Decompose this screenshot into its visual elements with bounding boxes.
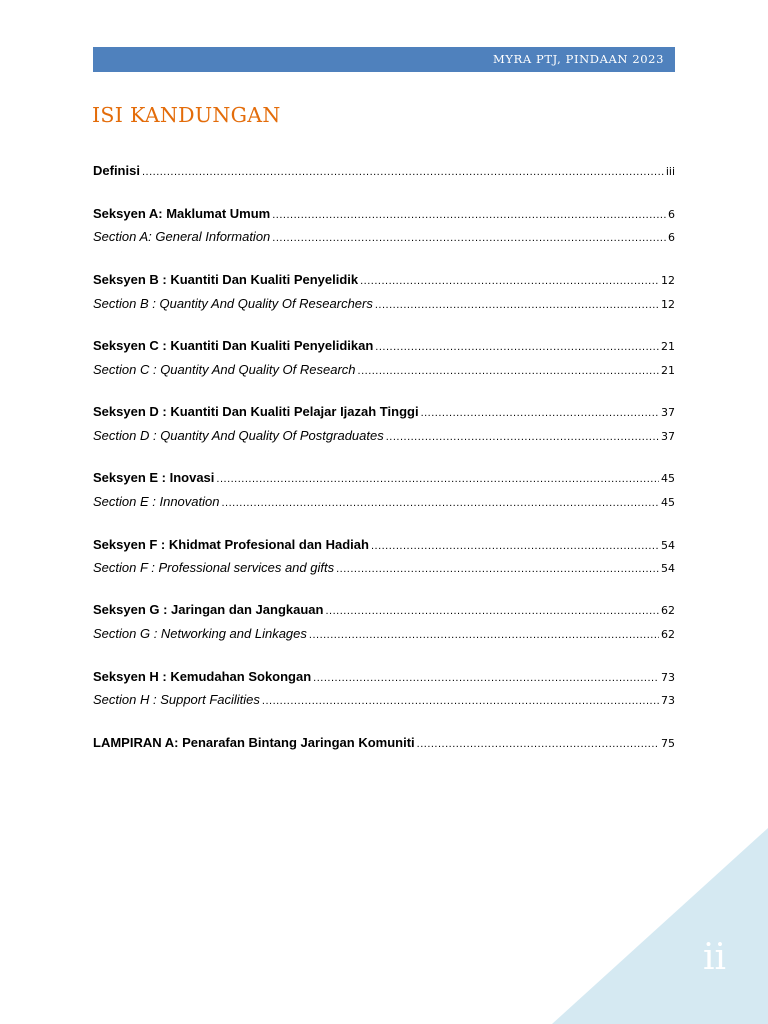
toc-entry-seksyen-e[interactable] bbox=[93, 470, 675, 488]
page-number: ii bbox=[702, 937, 726, 978]
toc-page-number: 6 bbox=[668, 208, 675, 221]
toc-entry-seksyen-f[interactable] bbox=[93, 537, 675, 555]
running-header-text: MYRA PTJ, PINDAAN 2023 bbox=[493, 51, 664, 66]
toc-entry-section-h[interactable] bbox=[93, 692, 675, 710]
toc-page-number: 75 bbox=[661, 737, 675, 750]
toc-entry-section-c[interactable] bbox=[93, 362, 675, 380]
toc-entry-label: Section A: General Information bbox=[93, 229, 271, 244]
toc-dot-leader bbox=[313, 672, 659, 684]
toc-page-number: 12 bbox=[661, 298, 675, 311]
toc-page-number: 54 bbox=[661, 539, 675, 552]
toc-entry-seksyen-g[interactable] bbox=[93, 602, 675, 620]
page-title: ISI KANDUNGAN bbox=[92, 103, 281, 127]
toc-dot-leader bbox=[358, 365, 659, 377]
toc-entry-section-e[interactable] bbox=[93, 494, 675, 512]
toc-entry-label: Seksyen D : Kuantiti Dan Kualiti Pelajar Ijazah Tinggi bbox=[93, 404, 419, 419]
toc-entry-section-g[interactable] bbox=[93, 626, 675, 644]
toc-entry-definisi[interactable] bbox=[93, 163, 675, 181]
toc-dot-leader bbox=[309, 629, 659, 641]
toc-entry-seksyen-h[interactable] bbox=[93, 669, 675, 687]
toc-entry-label: Section G : Networking and Linkages bbox=[93, 626, 307, 641]
toc-page-number: 54 bbox=[661, 562, 675, 575]
toc-page-number: 45 bbox=[661, 496, 675, 509]
toc-entry-label: Section H : Support Facilities bbox=[93, 692, 260, 707]
toc-entry-label: Seksyen A: Maklumat Umum bbox=[93, 206, 271, 221]
toc-dot-leader bbox=[272, 209, 666, 221]
toc-entry-lampiran-a[interactable] bbox=[93, 735, 675, 753]
toc-dot-leader bbox=[336, 563, 659, 575]
toc-entry-label: Seksyen B : Kuantiti Dan Kualiti Penyelidik bbox=[93, 272, 359, 287]
toc-dot-leader bbox=[375, 299, 659, 311]
toc-entry-label: Seksyen C : Kuantiti Dan Kualiti Penyelidikan bbox=[93, 338, 374, 353]
toc-page-number: 21 bbox=[661, 364, 675, 377]
toc-entry-seksyen-b[interactable] bbox=[93, 272, 675, 290]
toc-page-number: 6 bbox=[668, 231, 675, 244]
toc-entry-label: Definisi bbox=[93, 163, 140, 178]
toc-entry-seksyen-d[interactable] bbox=[93, 404, 675, 422]
toc-entry-label: Seksyen G : Jaringan dan Jangkauan bbox=[93, 602, 324, 617]
toc-entry-label: Section B : Quantity And Quality Of Researchers bbox=[93, 296, 373, 311]
toc-page-number: 73 bbox=[661, 671, 675, 684]
toc-dot-leader bbox=[371, 540, 659, 552]
toc-entry-label: Section C : Quantity And Quality Of Research bbox=[93, 362, 356, 377]
toc-dot-leader bbox=[325, 605, 659, 617]
corner-triangle-decoration bbox=[552, 828, 768, 1024]
toc-entry-label: Section E : Innovation bbox=[93, 494, 220, 509]
toc-dot-leader bbox=[221, 497, 659, 509]
toc-dot-leader bbox=[360, 275, 659, 287]
toc-entry-section-b[interactable] bbox=[93, 296, 675, 314]
toc-page-number: 73 bbox=[661, 694, 675, 707]
toc-entry-label: Section F : Professional services and gifts bbox=[93, 560, 335, 575]
toc-page-number: 62 bbox=[661, 604, 675, 617]
toc-dot-leader bbox=[421, 407, 659, 419]
toc-page-number: 37 bbox=[661, 430, 675, 443]
toc-page-number: 21 bbox=[661, 340, 675, 353]
toc-dot-leader bbox=[417, 738, 659, 750]
toc-dot-leader bbox=[216, 473, 659, 485]
toc-entry-seksyen-a[interactable] bbox=[93, 206, 675, 224]
running-header-bar bbox=[93, 47, 675, 72]
toc-dot-leader bbox=[142, 166, 664, 178]
toc-page-number: iii bbox=[665, 165, 675, 178]
toc-entry-section-f[interactable] bbox=[93, 560, 675, 578]
toc-page-number: 37 bbox=[661, 406, 675, 419]
toc-entry-label: Seksyen E : Inovasi bbox=[93, 470, 215, 485]
toc-page-number: 62 bbox=[661, 628, 675, 641]
toc-page-number: 45 bbox=[661, 472, 675, 485]
toc-entry-section-d[interactable] bbox=[93, 428, 675, 446]
toc-entry-section-a[interactable] bbox=[93, 229, 675, 247]
toc-entry-label: Section D : Quantity And Quality Of Postgraduates bbox=[93, 428, 384, 443]
toc-dot-leader bbox=[262, 695, 659, 707]
toc-dot-leader bbox=[375, 341, 659, 353]
toc-page-number: 12 bbox=[661, 274, 675, 287]
toc-dot-leader bbox=[272, 232, 666, 244]
toc-entry-label: Seksyen F : Khidmat Profesional dan Hadiah bbox=[93, 537, 369, 552]
toc-entry-label: Seksyen H : Kemudahan Sokongan bbox=[93, 669, 312, 684]
toc-entry-seksyen-c[interactable] bbox=[93, 338, 675, 356]
toc-dot-leader bbox=[386, 431, 659, 443]
toc-entry-label: LAMPIRAN A: Penarafan Bintang Jaringan Komuniti bbox=[93, 735, 415, 750]
